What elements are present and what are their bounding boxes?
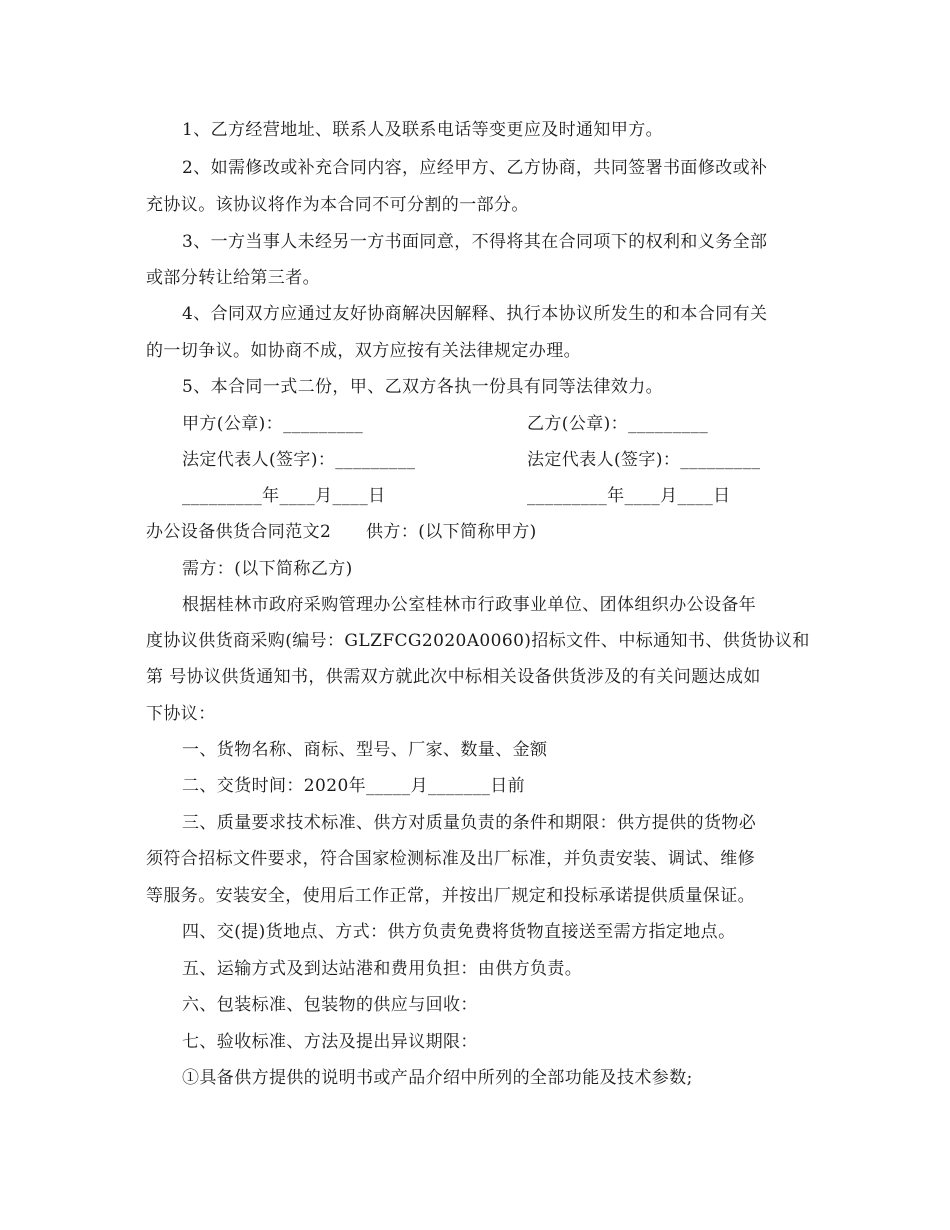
clause-2-line-1: 2、如需修改或补充合同内容，应经甲方、乙方协商，共同签署书面修改或补 bbox=[182, 158, 768, 178]
clause-3-line-2: 或部分转让给第三者。 bbox=[146, 268, 320, 288]
party-b-representative: 法定代表人(签字)：_________ bbox=[527, 450, 761, 470]
clause-1-line: 1、乙方经营地址、联系人及联系电话等变更应及时通知甲方。 bbox=[182, 120, 664, 140]
item-4: 四、交(提)货地点、方式：供方负责免费将货物直接送至需方指定地点。 bbox=[182, 922, 736, 942]
clause-2-line-2: 充协议。该协议将作为本合同不可分割的一部分。 bbox=[146, 195, 529, 215]
item-7-sub-1: ①具备供方提供的说明书或产品介绍中所列的全部功能及技术参数; bbox=[182, 1068, 693, 1088]
clause-4-line-1: 4、合同双方应通过友好协商解决因解释、执行本协议所发生的和本合同有关 bbox=[182, 304, 768, 324]
item-5: 五、运输方式及到达站港和费用负担：由供方负责。 bbox=[182, 959, 583, 979]
clause-5-line: 5、本合同一式二份，甲、乙双方各执一份具有同等法律效力。 bbox=[182, 377, 664, 397]
item-1: 一、货物名称、商标、型号、厂家、数量、金额 bbox=[182, 740, 548, 760]
intro-line-4: 下协议： bbox=[146, 704, 216, 724]
clause-3-line-1: 3、一方当事人未经另一方书面同意，不得将其在合同项下的权利和义务全部 bbox=[182, 232, 768, 252]
item-3-line-3: 等服务。安装安全，使用后工作正常，并按出厂规定和投标承诺提供质量保证。 bbox=[146, 886, 755, 906]
intro-line-2: 度协议供货商采购(编号：GLZFCG2020A0060)招标文件、中标通知书、供货协议和 bbox=[146, 631, 810, 651]
item-3-line-1: 三、质量要求技术标准、供方对质量负责的条件和期限：供方提供的货物必 bbox=[182, 813, 757, 833]
party-b-seal: 乙方(公章)：_________ bbox=[527, 414, 709, 434]
intro-line-3: 第 号协议供货通知书，供需双方就此次中标相关设备供货涉及的有关问题达成如 bbox=[146, 667, 761, 687]
item-3-line-2: 须符合招标文件要求，符合国家检测标准及出厂标准，并负责安装、调试、维修 bbox=[146, 849, 755, 869]
item-7: 七、验收标准、方法及提出异议期限： bbox=[182, 1032, 478, 1052]
demand-party-line: 需方：(以下简称乙方) bbox=[182, 559, 353, 579]
item-6: 六、包装标准、包装物的供应与回收： bbox=[182, 995, 478, 1015]
party-a-seal: 甲方(公章)：_________ bbox=[182, 414, 364, 434]
item-2: 二、交货时间：2020年_____月_______日前 bbox=[182, 776, 526, 796]
party-a-date: _________年____月____日 bbox=[182, 486, 386, 506]
intro-line-1: 根据桂林市政府采购管理办公室桂林市行政事业单位、团体组织办公设备年 bbox=[182, 595, 757, 615]
second-contract-heading: 办公设备供货合同范文2 供方：(以下简称甲方) bbox=[146, 522, 537, 542]
party-b-date: _________年____月____日 bbox=[527, 486, 731, 506]
party-a-representative: 法定代表人(签字)：_________ bbox=[182, 450, 416, 470]
clause-4-line-2: 的一切争议。如协商不成，双方应按有关法律规定办理。 bbox=[146, 341, 581, 361]
